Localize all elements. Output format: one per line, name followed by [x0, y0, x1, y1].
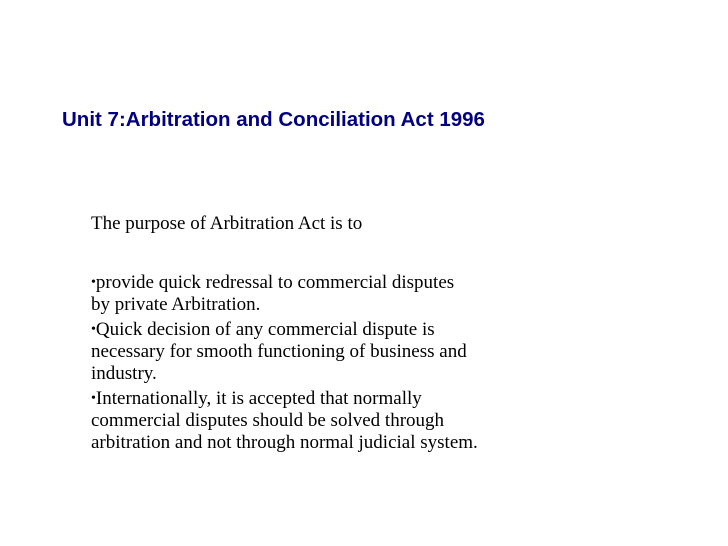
bullet-marker-icon: •	[91, 391, 96, 406]
bullet-item-redressal	[91, 272, 611, 316]
intro-text: The purpose of Arbitration Act is to	[91, 213, 363, 234]
bullet-marker-icon: •	[91, 322, 96, 337]
bullet-marker-icon: •	[91, 275, 96, 290]
bullet-text-international: Internationally, it is accepted that normally commercial disputes should be solved through arbitration and not through normal judicial system.	[91, 388, 478, 453]
slide-title: Unit 7:Arbitration and Conciliation Act 1996	[62, 108, 485, 131]
bullet-text-redressal: provide quick redressal to commercial disputes by private Arbitration.	[91, 272, 455, 315]
bullet-text-quick-decision: Quick decision of any commercial dispute is necessary for smooth functioning of business and industry.	[91, 319, 467, 384]
bullet-list	[91, 272, 611, 457]
bullet-item-international	[91, 388, 611, 454]
bullet-item-quick-decision	[91, 319, 611, 385]
